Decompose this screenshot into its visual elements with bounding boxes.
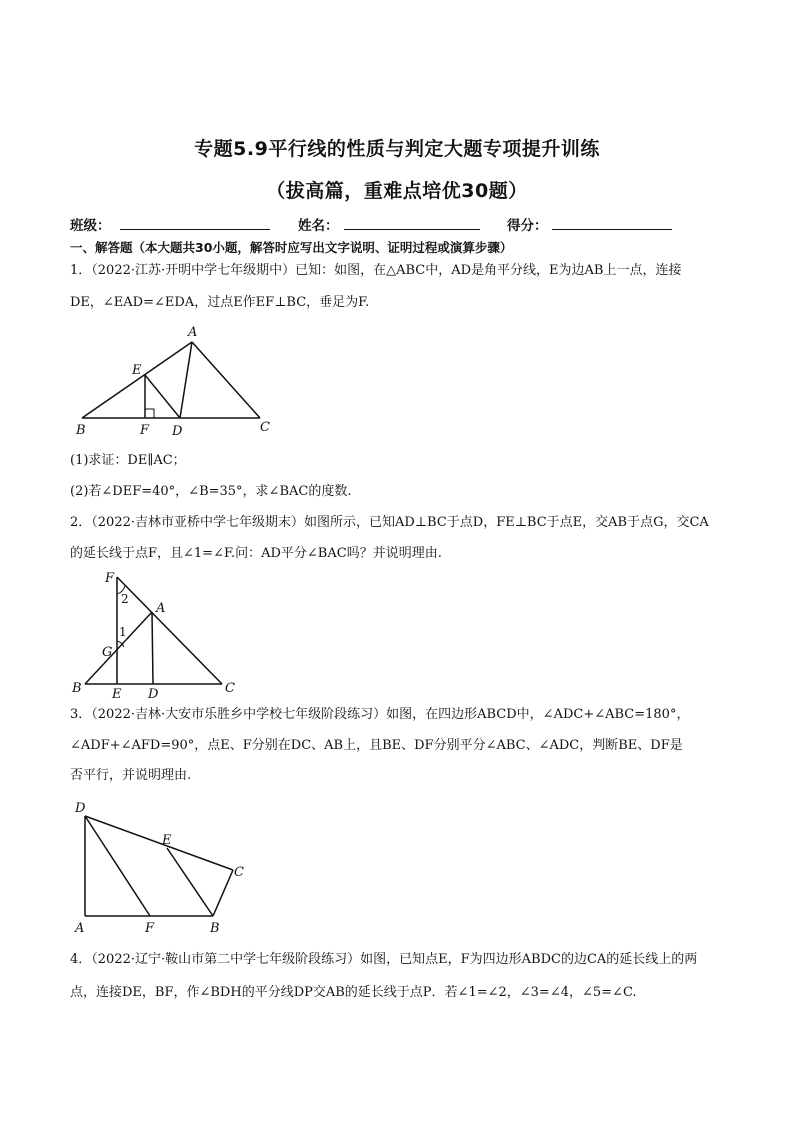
q4-line-1: 4．（2022·辽宁·鞍山市第二中学七年级阶段练习）如图，已知点E，F为四边形ABDC的边CA的延长线上的两 xyxy=(70,952,698,967)
q3-seg-bc xyxy=(213,870,233,916)
q1-label-c: C xyxy=(260,420,270,435)
class-blank xyxy=(120,229,270,230)
score-label: 得分： xyxy=(507,218,548,234)
q2-label-g: G xyxy=(102,645,113,660)
q1-seg-ba xyxy=(82,342,192,418)
q4-line-2: 点，连接DE，BF，作∠BDH的平分线DP交AB的延长线于点P．若∠1=∠2，∠3=∠4，∠5=∠C. xyxy=(70,985,637,1000)
student-info-row xyxy=(70,214,730,236)
q1-seg-ad xyxy=(180,342,192,418)
q2-label-angle-2: 2 xyxy=(121,592,129,606)
q1-part-2: (2)若∠DEF=40°，∠B=35°，求∠BAC的度数. xyxy=(70,484,352,499)
q2-seg-fc xyxy=(117,577,222,684)
q1-label-f: F xyxy=(140,423,150,438)
q1-line-2: DE，∠EAD=∠EDA，过点E作EF⊥BC，垂足为F. xyxy=(70,295,370,310)
q2-label-e: E xyxy=(112,687,122,702)
q3-line-1: 3．（2022·吉林·大安市乐胜乡中学校七年级阶段练习）如图，在四边形ABCD中，∠ADC+∠ABC=180°， xyxy=(70,707,690,722)
q1-seg-ac xyxy=(192,342,260,418)
page-subtitle: （拔高篇，重难点培优30题） xyxy=(266,180,528,202)
q1-label-a: A xyxy=(188,325,198,340)
q2-line-2: 的延长线于点F，且∠1=∠F.问：AD平分∠BAC吗？并说明理由. xyxy=(70,546,442,561)
q2-label-b: B xyxy=(72,681,82,696)
q1-line-1: 1．（2022·江苏·开明中学七年级期中）已知：如图，在△ABC中，AD是角平分线，E为边AB上一点，连接 xyxy=(70,263,682,278)
q2-line-1: 2．（2022·吉林市亚桥中学七年级期末）如图所示，已知AD⊥BC于点D，FE⊥BC于点E，交AB于点G，交CA xyxy=(70,515,709,530)
q3-label-f: F xyxy=(145,921,155,936)
q3-label-e: E xyxy=(162,833,172,848)
q1-figure xyxy=(70,320,290,440)
q2-seg-ad xyxy=(152,612,153,684)
q3-figure xyxy=(70,796,260,936)
q1-seg-ed xyxy=(145,375,180,418)
name-label: 姓名： xyxy=(298,218,339,234)
q2-label-d: D xyxy=(148,687,159,702)
class-label: 班级： xyxy=(70,218,111,234)
q3-label-b: B xyxy=(210,921,220,936)
q2-label-f: F xyxy=(105,571,115,586)
q3-label-c: C xyxy=(234,865,244,880)
q1-label-b: B xyxy=(76,423,86,438)
q3-line-2: ∠ADF+∠AFD=90°，点E、F分别在DC、AB上，且BE、DF分别平分∠ABC、∠ADC，判断BE、DF是 xyxy=(70,738,683,753)
q1-label-d: D xyxy=(172,424,183,439)
q3-seg-dc xyxy=(85,816,233,870)
page-title: 专题5.9平行线的性质与判定大题专项提升训练 xyxy=(194,138,600,160)
q2-label-c: C xyxy=(225,681,235,696)
q3-seg-df xyxy=(85,816,150,916)
name-blank xyxy=(344,229,480,230)
q2-label-angle-1: 1 xyxy=(119,625,127,639)
q2-figure xyxy=(70,566,250,702)
q1-label-e: E xyxy=(132,363,142,378)
q3-label-a: A xyxy=(75,921,85,936)
q3-label-d: D xyxy=(75,801,86,816)
q2-seg-ba xyxy=(85,612,152,684)
q1-right-angle-mark xyxy=(145,409,154,418)
q3-line-3: 否平行，并说明理由. xyxy=(70,768,192,783)
q3-seg-eb xyxy=(167,848,213,916)
score-blank xyxy=(552,229,672,230)
q2-label-a: A xyxy=(156,601,166,616)
section-heading: 一、解答题（本大题共30小题，解答时应写出文字说明、证明过程或演算步骤） xyxy=(70,240,513,255)
q1-part-1: (1)求证：DE∥AC； xyxy=(70,453,186,468)
